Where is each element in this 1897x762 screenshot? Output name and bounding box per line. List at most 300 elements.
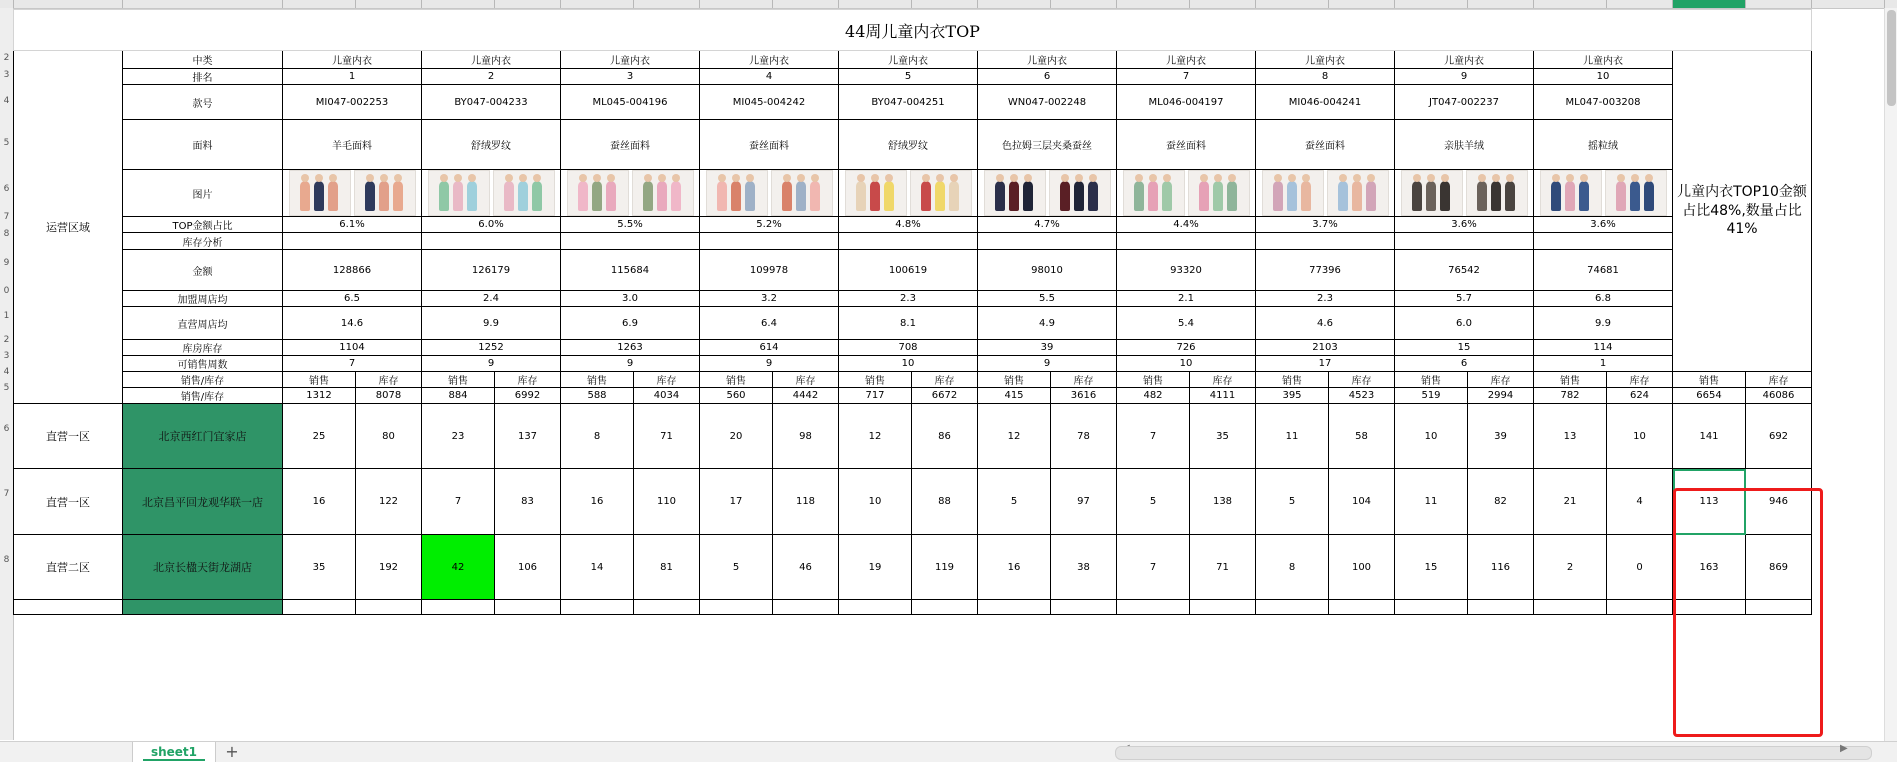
store-region[interactable]: 直营二区 [14, 535, 123, 600]
style-no-cell[interactable]: ML046-004197 [1117, 85, 1256, 120]
style-no-cell[interactable]: MI047-002253 [283, 85, 422, 120]
empty-cell[interactable] [1673, 600, 1746, 615]
store-value[interactable]: 19 [839, 535, 912, 600]
stock-value[interactable]: 4111 [1190, 388, 1256, 404]
row-label-picture[interactable]: 图片 [123, 170, 283, 217]
sheet-title[interactable]: 44周儿童内衣TOP [14, 10, 1812, 51]
stock-analysis-cell[interactable] [839, 233, 978, 250]
style-no-cell[interactable]: BY047-004233 [422, 85, 561, 120]
amount-cell[interactable]: 115684 [561, 250, 700, 291]
empty-cell[interactable] [700, 600, 773, 615]
empty-cell[interactable] [978, 600, 1051, 615]
fabric-cell[interactable]: 舒绒罗纹 [839, 120, 978, 170]
row-number[interactable]: 5 [3, 383, 10, 393]
store-value[interactable]: 137 [495, 404, 561, 469]
highlighted-cell[interactable]: 42 [422, 535, 495, 600]
franchise-avg-cell[interactable]: 5.5 [978, 291, 1117, 307]
stock-header[interactable]: 库存 [1468, 372, 1534, 388]
store-value[interactable]: 10 [839, 469, 912, 535]
store-region[interactable]: 直营一区 [14, 469, 123, 535]
stock-header[interactable]: 库存 [1746, 372, 1812, 388]
sellable-weeks-cell[interactable]: 9 [700, 356, 839, 372]
total-sales-value[interactable]: 6654 [1673, 388, 1746, 404]
share-cell[interactable]: 6.0% [422, 217, 561, 233]
fabric-cell[interactable]: 蚕丝面料 [561, 120, 700, 170]
store-value[interactable]: 8 [1256, 535, 1329, 600]
store-value[interactable]: 7 [422, 469, 495, 535]
store-value[interactable]: 110 [634, 469, 700, 535]
empty-cell[interactable] [1468, 600, 1534, 615]
store-value[interactable]: 71 [634, 404, 700, 469]
store-value[interactable]: 4 [1607, 469, 1673, 535]
amount-cell[interactable]: 109978 [700, 250, 839, 291]
stock-analysis-cell[interactable] [1395, 233, 1534, 250]
store-value[interactable]: 14 [561, 535, 634, 600]
picture-cell[interactable] [978, 170, 1117, 217]
sheet-grid[interactable] [13, 9, 1812, 615]
store-name-empty[interactable] [123, 600, 283, 615]
store-value[interactable]: 35 [1190, 404, 1256, 469]
style-no-cell[interactable]: ML045-004196 [561, 85, 700, 120]
empty-cell[interactable] [1190, 600, 1256, 615]
picture-cell[interactable] [1117, 170, 1256, 217]
row-label-rank[interactable]: 排名 [123, 69, 283, 85]
sales-header[interactable]: 销售 [839, 372, 912, 388]
store-total-stock[interactable]: 946 [1746, 469, 1812, 535]
row-label-franchise_avg[interactable]: 加盟周店均 [123, 291, 283, 307]
store-value[interactable]: 13 [1534, 404, 1607, 469]
sales-header[interactable]: 销售 [561, 372, 634, 388]
store-total-stock[interactable]: 869 [1746, 535, 1812, 600]
stock-analysis-cell[interactable] [422, 233, 561, 250]
store-value[interactable]: 16 [283, 469, 356, 535]
fabric-cell[interactable]: 羊毛面料 [283, 120, 422, 170]
store-value[interactable]: 39 [1468, 404, 1534, 469]
row-label-top_share[interactable]: TOP金额占比 [123, 217, 283, 233]
category-cell[interactable]: 儿童内衣 [1395, 51, 1534, 69]
store-name[interactable]: 北京长楹天街龙湖店 [123, 535, 283, 600]
empty-cell[interactable] [561, 600, 634, 615]
warehouse-stock-cell[interactable]: 15 [1395, 340, 1534, 356]
stock-value[interactable]: 4034 [634, 388, 700, 404]
category-cell[interactable]: 儿童内衣 [422, 51, 561, 69]
empty-cell[interactable] [356, 600, 422, 615]
store-value[interactable]: 122 [356, 469, 422, 535]
stock-value[interactable]: 624 [1607, 388, 1673, 404]
row-number[interactable]: 7 [3, 489, 10, 499]
store-value[interactable]: 20 [700, 404, 773, 469]
direct-avg-cell[interactable]: 6.9 [561, 307, 700, 340]
direct-avg-cell[interactable]: 9.9 [422, 307, 561, 340]
stock-analysis-cell[interactable] [978, 233, 1117, 250]
store-value[interactable]: 17 [700, 469, 773, 535]
store-total-sales[interactable]: 141 [1673, 404, 1746, 469]
share-cell[interactable]: 4.4% [1117, 217, 1256, 233]
store-value[interactable]: 5 [978, 469, 1051, 535]
style-no-cell[interactable]: JT047-002237 [1395, 85, 1534, 120]
vertical-scrollbar[interactable] [1884, 8, 1897, 741]
franchise-avg-cell[interactable]: 2.3 [839, 291, 978, 307]
franchise-avg-cell[interactable]: 6.5 [283, 291, 422, 307]
amount-cell[interactable]: 93320 [1117, 250, 1256, 291]
store-value[interactable]: 12 [839, 404, 912, 469]
stock-header[interactable]: 库存 [1329, 372, 1395, 388]
store-value[interactable]: 80 [356, 404, 422, 469]
stock-header[interactable]: 库存 [634, 372, 700, 388]
store-value[interactable]: 15 [1395, 535, 1468, 600]
store-value[interactable]: 81 [634, 535, 700, 600]
franchise-avg-cell[interactable]: 5.7 [1395, 291, 1534, 307]
rank-cell[interactable]: 5 [839, 69, 978, 85]
direct-avg-cell[interactable]: 8.1 [839, 307, 978, 340]
stock-value[interactable]: 2994 [1468, 388, 1534, 404]
empty-cell[interactable] [1607, 600, 1673, 615]
store-value[interactable]: 100 [1329, 535, 1395, 600]
store-value[interactable]: 11 [1256, 404, 1329, 469]
store-value[interactable]: 88 [912, 469, 978, 535]
store-value[interactable]: 38 [1051, 535, 1117, 600]
stock-analysis-cell[interactable] [561, 233, 700, 250]
row-number[interactable]: 1 [3, 310, 10, 321]
franchise-avg-cell[interactable]: 2.4 [422, 291, 561, 307]
stock-analysis-cell[interactable] [283, 233, 422, 250]
store-value[interactable]: 192 [356, 535, 422, 600]
sales-value[interactable]: 884 [422, 388, 495, 404]
row-number[interactable]: 3 [3, 351, 10, 361]
franchise-avg-cell[interactable]: 6.8 [1534, 291, 1673, 307]
sales-value[interactable]: 519 [1395, 388, 1468, 404]
sellable-weeks-cell[interactable]: 17 [1256, 356, 1395, 372]
rank-cell[interactable]: 10 [1534, 69, 1673, 85]
direct-avg-cell[interactable]: 9.9 [1534, 307, 1673, 340]
sales-value[interactable]: 588 [561, 388, 634, 404]
sales-value[interactable]: 415 [978, 388, 1051, 404]
warehouse-stock-cell[interactable]: 39 [978, 340, 1117, 356]
stock-header[interactable]: 库存 [912, 372, 978, 388]
store-value[interactable]: 71 [1190, 535, 1256, 600]
sellable-weeks-cell[interactable]: 9 [978, 356, 1117, 372]
picture-cell[interactable] [839, 170, 978, 217]
row-label-category[interactable]: 中类 [123, 51, 283, 69]
share-cell[interactable]: 5.2% [700, 217, 839, 233]
picture-cell[interactable] [561, 170, 700, 217]
store-value[interactable]: 21 [1534, 469, 1607, 535]
region-header[interactable]: 运营区域 [14, 51, 123, 404]
direct-avg-cell[interactable]: 6.0 [1395, 307, 1534, 340]
row-label-direct_avg[interactable]: 直营周店均 [123, 307, 283, 340]
store-value[interactable]: 46 [773, 535, 839, 600]
store-name[interactable]: 北京西红门宜家店 [123, 404, 283, 469]
fabric-cell[interactable]: 色拉姆三层夹桑蚕丝 [978, 120, 1117, 170]
style-no-cell[interactable]: WN047-002248 [978, 85, 1117, 120]
picture-cell[interactable] [1395, 170, 1534, 217]
category-cell[interactable]: 儿童内衣 [700, 51, 839, 69]
store-total-sales[interactable]: 113 [1673, 469, 1746, 535]
style-no-cell[interactable]: MI045-004242 [700, 85, 839, 120]
sales-value[interactable]: 560 [700, 388, 773, 404]
fabric-cell[interactable]: 摇粒绒 [1534, 120, 1673, 170]
empty-cell[interactable] [839, 600, 912, 615]
franchise-avg-cell[interactable]: 2.3 [1256, 291, 1395, 307]
store-value[interactable]: 16 [978, 535, 1051, 600]
fabric-cell[interactable]: 蚕丝面料 [700, 120, 839, 170]
vertical-scroll-thumb[interactable] [1887, 10, 1896, 106]
category-cell[interactable]: 儿童内衣 [1117, 51, 1256, 69]
store-value[interactable]: 23 [422, 404, 495, 469]
row-number[interactable]: 6 [3, 183, 10, 194]
store-value[interactable]: 2 [1534, 535, 1607, 600]
store-region[interactable]: 直营一区 [14, 404, 123, 469]
rank-cell[interactable]: 7 [1117, 69, 1256, 85]
store-value[interactable]: 5 [1117, 469, 1190, 535]
row-number[interactable]: 0 [3, 286, 10, 296]
stock-value[interactable]: 3616 [1051, 388, 1117, 404]
store-value[interactable]: 0 [1607, 535, 1673, 600]
amount-cell[interactable]: 100619 [839, 250, 978, 291]
sellable-weeks-cell[interactable]: 1 [1534, 356, 1673, 372]
row-label-fabric[interactable]: 面料 [123, 120, 283, 170]
empty-cell[interactable] [912, 600, 978, 615]
empty-cell[interactable] [14, 600, 123, 615]
store-value[interactable]: 7 [1117, 535, 1190, 600]
warehouse-stock-cell[interactable]: 726 [1117, 340, 1256, 356]
rank-cell[interactable]: 9 [1395, 69, 1534, 85]
rank-cell[interactable]: 3 [561, 69, 700, 85]
sellable-weeks-cell[interactable]: 10 [1117, 356, 1256, 372]
store-value[interactable]: 78 [1051, 404, 1117, 469]
sellable-weeks-cell[interactable]: 9 [561, 356, 700, 372]
amount-cell[interactable]: 128866 [283, 250, 422, 291]
row-header-bar[interactable] [0, 8, 14, 740]
stock-analysis-cell[interactable] [700, 233, 839, 250]
category-cell[interactable]: 儿童内衣 [1534, 51, 1673, 69]
sales-value[interactable]: 1312 [283, 388, 356, 404]
column-header-bar[interactable] [0, 0, 1897, 9]
franchise-avg-cell[interactable]: 3.2 [700, 291, 839, 307]
stock-header[interactable]: 库存 [356, 372, 422, 388]
direct-avg-cell[interactable]: 6.4 [700, 307, 839, 340]
sales-header[interactable]: 销售 [1256, 372, 1329, 388]
selected-column-header[interactable] [1673, 0, 1745, 8]
warehouse-stock-cell[interactable]: 614 [700, 340, 839, 356]
row-label-warehouse_stock[interactable]: 库房库存 [123, 340, 283, 356]
empty-cell[interactable] [422, 600, 495, 615]
warehouse-stock-cell[interactable]: 1104 [283, 340, 422, 356]
stock-header[interactable]: 库存 [773, 372, 839, 388]
sales-header[interactable]: 销售 [283, 372, 356, 388]
style-no-cell[interactable]: ML047-003208 [1534, 85, 1673, 120]
store-value[interactable]: 11 [1395, 469, 1468, 535]
store-value[interactable]: 5 [700, 535, 773, 600]
store-value[interactable]: 106 [495, 535, 561, 600]
picture-cell[interactable] [1256, 170, 1395, 217]
sellable-weeks-cell[interactable]: 6 [1395, 356, 1534, 372]
store-value[interactable]: 16 [561, 469, 634, 535]
add-sheet-button[interactable]: + [225, 742, 239, 761]
store-value[interactable]: 58 [1329, 404, 1395, 469]
picture-cell[interactable] [1534, 170, 1673, 217]
stock-analysis-cell[interactable] [1256, 233, 1395, 250]
category-cell[interactable]: 儿童内衣 [1256, 51, 1395, 69]
sales-value[interactable]: 395 [1256, 388, 1329, 404]
store-total-stock[interactable]: 692 [1746, 404, 1812, 469]
fabric-cell[interactable]: 蚕丝面料 [1256, 120, 1395, 170]
empty-cell[interactable] [1256, 600, 1329, 615]
warehouse-stock-cell[interactable]: 114 [1534, 340, 1673, 356]
warehouse-stock-cell[interactable]: 1263 [561, 340, 700, 356]
sales-value[interactable]: 717 [839, 388, 912, 404]
empty-cell[interactable] [634, 600, 700, 615]
rank-cell[interactable]: 6 [978, 69, 1117, 85]
sales-header[interactable]: 销售 [1534, 372, 1607, 388]
store-value[interactable]: 8 [561, 404, 634, 469]
store-name[interactable]: 北京昌平回龙观华联一店 [123, 469, 283, 535]
row-number[interactable]: 4 [3, 367, 10, 377]
store-value[interactable]: 104 [1329, 469, 1395, 535]
share-cell[interactable]: 3.6% [1534, 217, 1673, 233]
row-number[interactable]: 2 [3, 335, 10, 345]
warehouse-stock-cell[interactable]: 708 [839, 340, 978, 356]
row-number[interactable]: 6 [3, 423, 10, 434]
franchise-avg-cell[interactable]: 3.0 [561, 291, 700, 307]
sales-header[interactable]: 销售 [978, 372, 1051, 388]
store-total-sales[interactable]: 163 [1673, 535, 1746, 600]
share-cell[interactable]: 3.7% [1256, 217, 1395, 233]
stock-value[interactable]: 4442 [773, 388, 839, 404]
store-value[interactable]: 7 [1117, 404, 1190, 469]
amount-cell[interactable]: 77396 [1256, 250, 1395, 291]
amount-cell[interactable]: 126179 [422, 250, 561, 291]
total-stock-value[interactable]: 46086 [1746, 388, 1812, 404]
share-cell[interactable]: 4.7% [978, 217, 1117, 233]
style-no-cell[interactable]: MI046-004241 [1256, 85, 1395, 120]
stock-header[interactable]: 库存 [1190, 372, 1256, 388]
store-value[interactable]: 116 [1468, 535, 1534, 600]
fabric-cell[interactable]: 蚕丝面料 [1117, 120, 1256, 170]
row-number[interactable]: 8 [3, 554, 10, 565]
empty-cell[interactable] [1746, 600, 1812, 615]
amount-cell[interactable]: 74681 [1534, 250, 1673, 291]
row-label-stock_analysis[interactable]: 库存分析 [123, 233, 283, 250]
stock-value[interactable]: 6672 [912, 388, 978, 404]
fabric-cell[interactable]: 亲肤羊绒 [1395, 120, 1534, 170]
fabric-cell[interactable]: 舒绒罗纹 [422, 120, 561, 170]
picture-cell[interactable] [422, 170, 561, 217]
row-label-sales-stock-values[interactable]: 销售/库存 [123, 388, 283, 404]
sales-header[interactable]: 销售 [1395, 372, 1468, 388]
empty-cell[interactable] [1534, 600, 1607, 615]
store-value[interactable]: 138 [1190, 469, 1256, 535]
rank-cell[interactable]: 2 [422, 69, 561, 85]
store-value[interactable]: 86 [912, 404, 978, 469]
stock-value[interactable]: 6992 [495, 388, 561, 404]
store-value[interactable]: 35 [283, 535, 356, 600]
row-number[interactable]: 9 [3, 257, 10, 268]
store-value[interactable]: 5 [1256, 469, 1329, 535]
store-value[interactable]: 118 [773, 469, 839, 535]
direct-avg-cell[interactable]: 5.4 [1117, 307, 1256, 340]
summary-note[interactable]: 儿童内衣TOP10金额占比48%,数量占比41% [1673, 51, 1812, 372]
empty-cell[interactable] [495, 600, 561, 615]
scroll-right-icon[interactable]: ▶ [1840, 743, 1848, 754]
category-cell[interactable]: 儿童内衣 [978, 51, 1117, 69]
stock-header[interactable]: 库存 [1607, 372, 1673, 388]
stock-header[interactable]: 库存 [495, 372, 561, 388]
row-label-style_no[interactable]: 款号 [123, 85, 283, 120]
rank-cell[interactable]: 1 [283, 69, 422, 85]
store-value[interactable]: 25 [283, 404, 356, 469]
category-cell[interactable]: 儿童内衣 [561, 51, 700, 69]
sales-header[interactable]: 销售 [1117, 372, 1190, 388]
row-number[interactable]: 3 [3, 70, 10, 80]
empty-cell[interactable] [773, 600, 839, 615]
store-value[interactable]: 97 [1051, 469, 1117, 535]
store-value[interactable]: 98 [773, 404, 839, 469]
row-label-sellable_weeks[interactable]: 可销售周数 [123, 356, 283, 372]
share-cell[interactable]: 4.8% [839, 217, 978, 233]
stock-value[interactable]: 8078 [356, 388, 422, 404]
empty-cell[interactable] [283, 600, 356, 615]
horizontal-scrollbar[interactable] [1115, 746, 1872, 760]
row-number[interactable]: 7 [3, 212, 10, 222]
category-cell[interactable]: 儿童内衣 [839, 51, 978, 69]
store-value[interactable]: 10 [1607, 404, 1673, 469]
store-value[interactable]: 12 [978, 404, 1051, 469]
sales-header[interactable]: 销售 [422, 372, 495, 388]
warehouse-stock-cell[interactable]: 2103 [1256, 340, 1395, 356]
store-value[interactable]: 10 [1395, 404, 1468, 469]
row-label-amount[interactable]: 金额 [123, 250, 283, 291]
franchise-avg-cell[interactable]: 2.1 [1117, 291, 1256, 307]
rank-cell[interactable]: 4 [700, 69, 839, 85]
row-number[interactable]: 8 [3, 228, 10, 239]
stock-header[interactable]: 库存 [1051, 372, 1117, 388]
direct-avg-cell[interactable]: 4.9 [978, 307, 1117, 340]
stock-analysis-cell[interactable] [1534, 233, 1673, 250]
share-cell[interactable]: 5.5% [561, 217, 700, 233]
sales-header[interactable]: 销售 [700, 372, 773, 388]
row-label-sales-stock[interactable]: 销售/库存 [123, 372, 283, 388]
warehouse-stock-cell[interactable]: 1252 [422, 340, 561, 356]
sellable-weeks-cell[interactable]: 9 [422, 356, 561, 372]
amount-cell[interactable]: 76542 [1395, 250, 1534, 291]
stock-value[interactable]: 4523 [1329, 388, 1395, 404]
amount-cell[interactable]: 98010 [978, 250, 1117, 291]
sheet-tab[interactable]: sheet1 [132, 742, 216, 762]
row-number[interactable]: 2 [3, 53, 10, 63]
share-cell[interactable]: 6.1% [283, 217, 422, 233]
sellable-weeks-cell[interactable]: 7 [283, 356, 422, 372]
sales-header[interactable]: 销售 [1673, 372, 1746, 388]
direct-avg-cell[interactable]: 14.6 [283, 307, 422, 340]
direct-avg-cell[interactable]: 4.6 [1256, 307, 1395, 340]
category-cell[interactable]: 儿童内衣 [283, 51, 422, 69]
sales-value[interactable]: 482 [1117, 388, 1190, 404]
row-number[interactable]: 5 [3, 138, 10, 148]
rank-cell[interactable]: 8 [1256, 69, 1395, 85]
store-value[interactable]: 119 [912, 535, 978, 600]
row-number[interactable]: 4 [3, 95, 10, 106]
picture-cell[interactable] [700, 170, 839, 217]
store-value[interactable]: 82 [1468, 469, 1534, 535]
store-value[interactable]: 83 [495, 469, 561, 535]
share-cell[interactable]: 3.6% [1395, 217, 1534, 233]
empty-cell[interactable] [1117, 600, 1190, 615]
sellable-weeks-cell[interactable]: 10 [839, 356, 978, 372]
sales-value[interactable]: 782 [1534, 388, 1607, 404]
empty-cell[interactable] [1051, 600, 1117, 615]
style-no-cell[interactable]: BY047-004251 [839, 85, 978, 120]
